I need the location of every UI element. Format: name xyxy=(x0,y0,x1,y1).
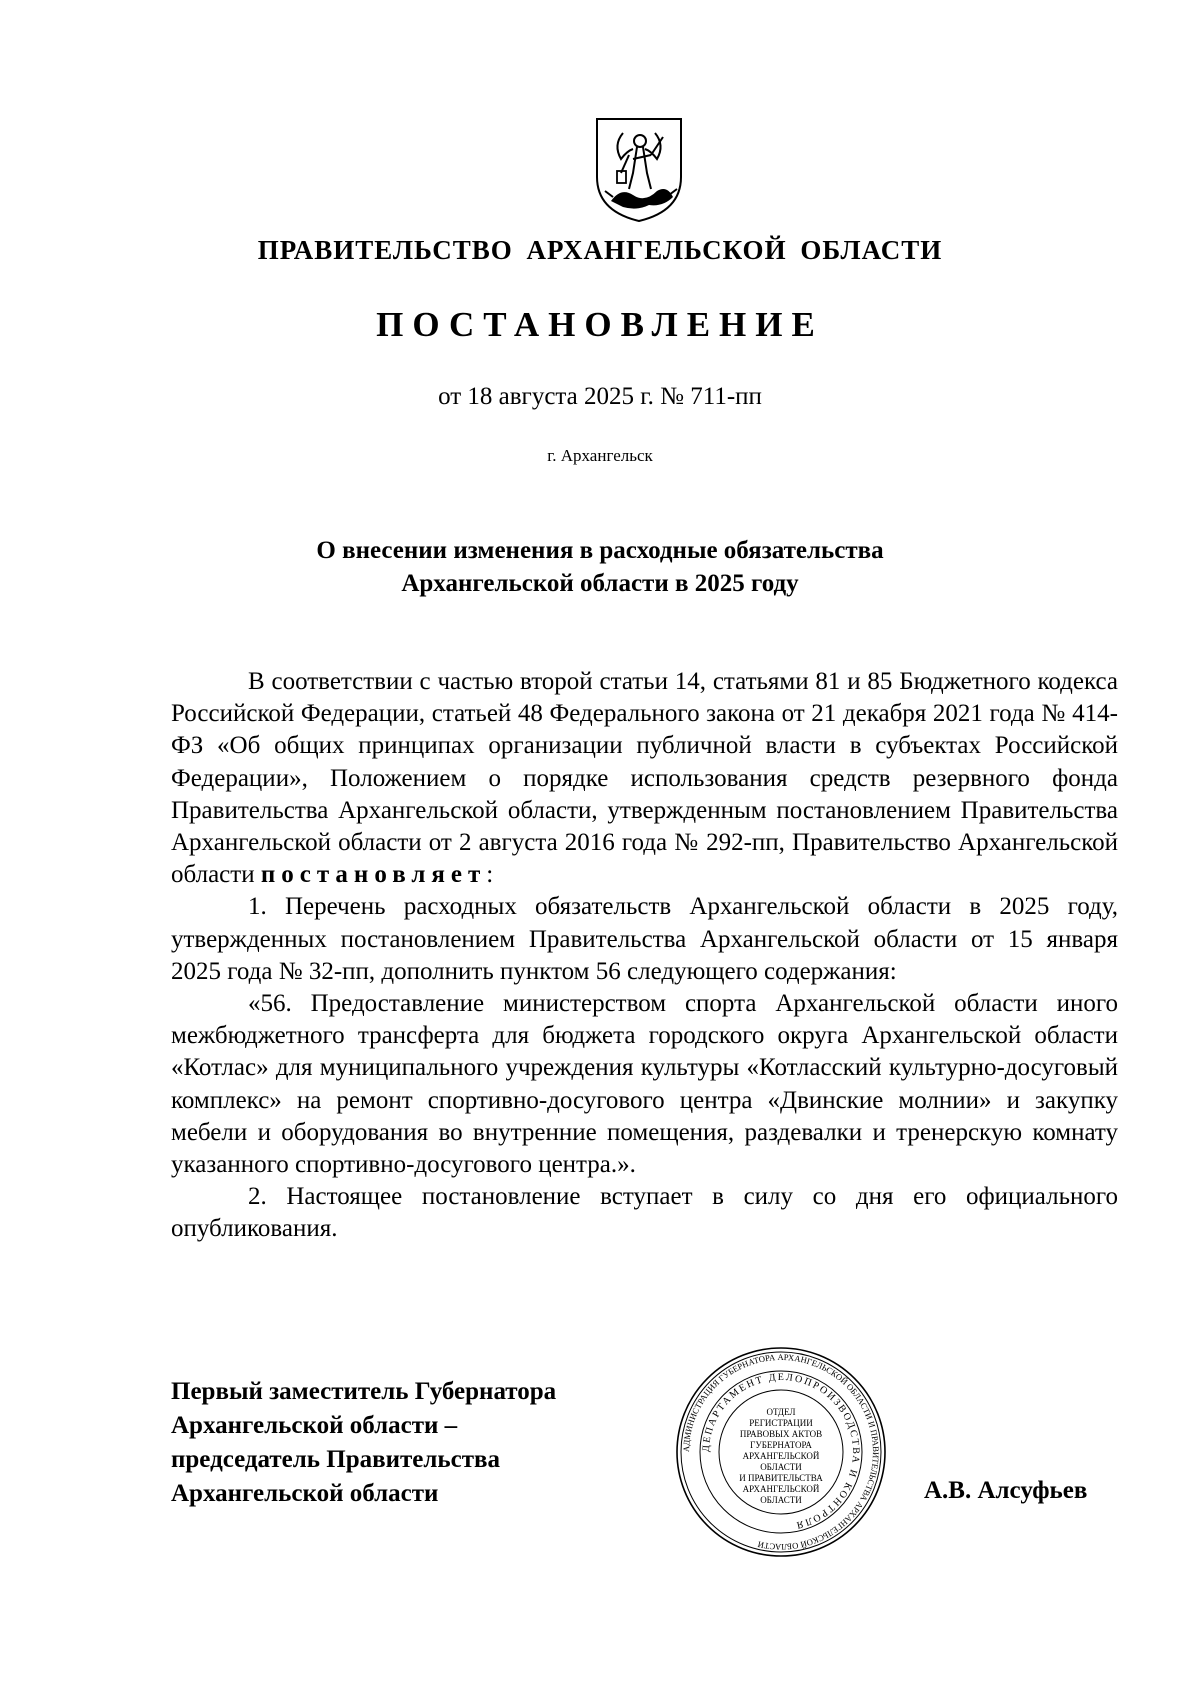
item-2-paragraph: 2. Настоящее постановление вступает в силу со дня его официального опубликования. xyxy=(171,1183,1118,1243)
document-body xyxy=(171,666,1118,1246)
signer-name: А.В. Алсуфьев xyxy=(924,1477,1088,1504)
coat-of-arms-icon xyxy=(593,115,685,225)
official-seal-icon xyxy=(671,1342,891,1562)
stamp-center-line-3: ПРАВОВЫХ АКТОВ xyxy=(739,1429,823,1439)
stamp-center-line-5: АРХАНГЕЛЬСКОЙ xyxy=(742,1451,820,1461)
preamble-paragraph xyxy=(171,666,1118,891)
document-city: г. Архангельск xyxy=(547,446,653,465)
stamp-center-line-2: РЕГИСТРАЦИИ xyxy=(749,1418,813,1428)
stamp-outer-ring-text: АДМИНИСТРАЦИЯ ГУБЕРНАТОРА АРХАНГЕЛЬСКОЙ ОБЛАСТИ И ПРАВИТЕЛЬСТВА АРХАНГЕЛЬСКОЙ ОБЛАСТИ xyxy=(680,1351,882,1553)
stamp-center-line-4: ГУБЕРНАТОРА xyxy=(750,1440,812,1450)
stamp-center-line-1: ОТДЕЛ xyxy=(766,1407,796,1417)
signer-position xyxy=(171,1375,556,1511)
document-title xyxy=(0,534,1200,600)
preamble-text: В соответствии с частью второй статьи 14, статьями 81 и 85 Бюджетного кодекса Российской Федерации, статьей 48 Федерального закона от 21 декабря 2021 года № 414-ФЗ «Об общих принципах организации публичной власти в субъектах Российской Федерации», Положением о порядке использования средств резервного фонда Правительства Архангельской области, утвержденным постановлением Правительства Архангельской области от 2 августа 2016 года № 292-пп, Правительство Архангельской области xyxy=(171,668,1118,889)
organization-name: ПРАВИТЕЛЬСТВО АРХАНГЕЛЬСКОЙ ОБЛАСТИ xyxy=(257,235,943,265)
signer-position-line-2: Архангельской области – xyxy=(171,1412,458,1439)
preamble-colon: : xyxy=(486,861,494,889)
signer-position-line-1: Первый заместитель Губернатора xyxy=(171,1378,557,1405)
stamp-center-line-9: ОБЛАСТИ xyxy=(760,1495,802,1505)
signer-position-line-3: председатель Правительства xyxy=(171,1446,501,1473)
resolves-word: постановляет xyxy=(260,861,487,889)
title-line-2: Архангельской области в 2025 году xyxy=(401,570,799,597)
stamp-inner-ring-text: ДЕПАРТАМЕНТ ДЕЛОПРОИЗВОДСТВА И КОНТРОЛЯ xyxy=(700,1371,862,1531)
stamp-center-line-7: И ПРАВИТЕЛЬСТВА xyxy=(739,1473,823,1483)
stamp-center-line-8: АРХАНГЕЛЬСКОЙ xyxy=(742,1484,820,1494)
item-56-paragraph: «56. Предоставление министерством спорта Архангельской области иного межбюджетного трансферта для бюджета городского округа Архангельской области «Котлас» для муниципального учреждения культуры «Котласский культурно-досуговый комплекс» на ремонт спортивно-досугового центра «Двинские молнии» и закупку мебели и оборудования во внутренние помещения, раздевалки и тренерскую комнату указанного спортивно-досугового центра.». xyxy=(171,990,1118,1179)
item-1-paragraph: 1. Перечень расходных обязательств Архангельской области в 2025 году, утвержденных постановлением Правительства Архангельской области от 15 января 2025 года № 32-пп, дополнить пунктом 56 следующего содержания: xyxy=(171,893,1118,985)
document-type: ПОСТАНОВЛЕНИЕ xyxy=(376,305,824,344)
signer-position-line-4: Архангельской области xyxy=(171,1480,439,1507)
title-line-1: О внесении изменения в расходные обязательства xyxy=(316,537,884,564)
document-date-number: от 18 августа 2025 г. № 711-пп xyxy=(438,383,762,410)
stamp-center-line-6: ОБЛАСТИ xyxy=(760,1462,802,1472)
